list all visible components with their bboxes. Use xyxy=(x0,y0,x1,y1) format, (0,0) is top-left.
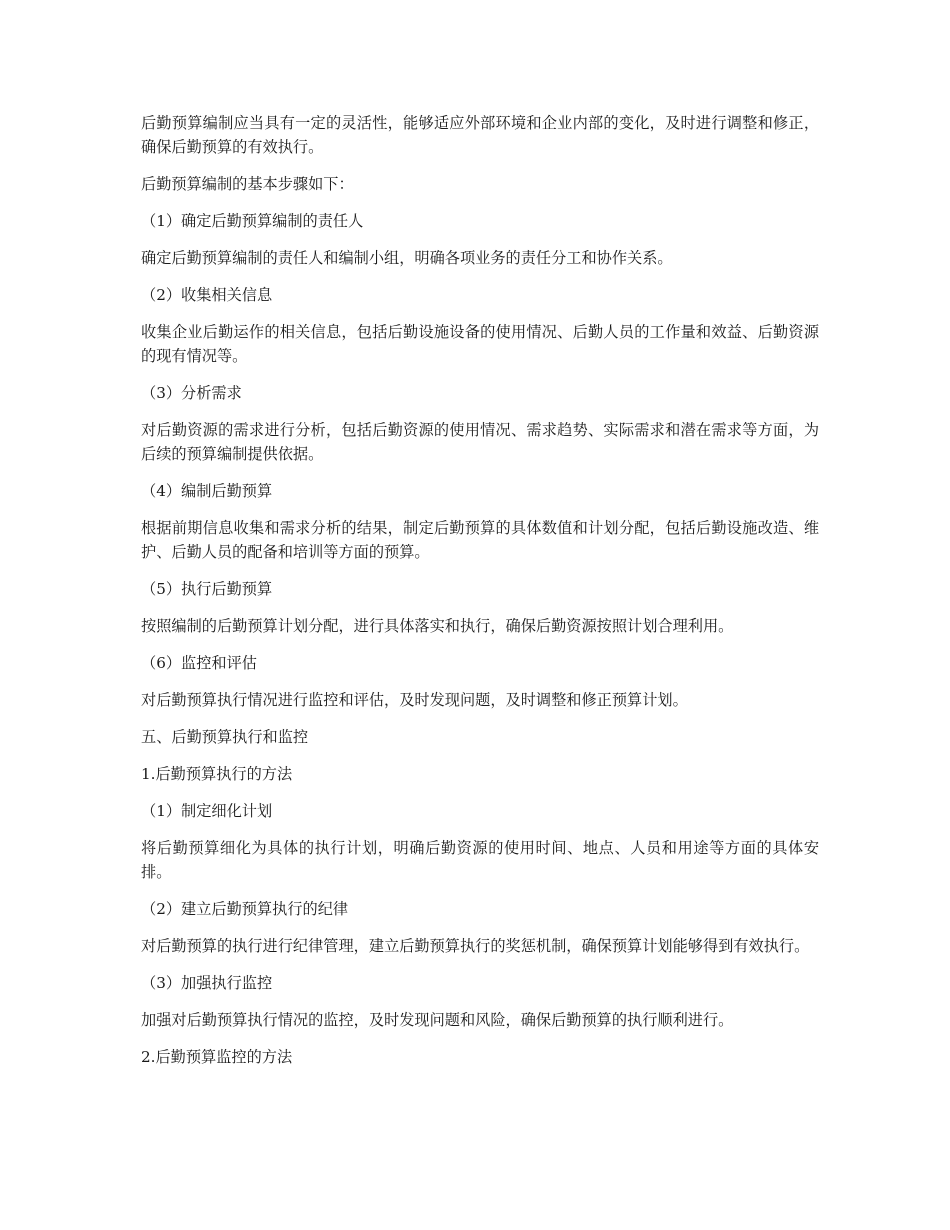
step-3-heading: （3）分析需求 xyxy=(141,384,242,402)
step-2-text: 收集企业后勤运作的相关信息，包括后勤设施设备的使用情况、后勤人员的工作量和效益、后勤资源的现有情况等。 xyxy=(141,323,819,365)
step-4-text: 根据前期信息收集和需求分析的结果，制定后勤预算的具体数值和计划分配，包括后勤设施改造、维护、后勤人员的配备和培训等方面的预算。 xyxy=(141,519,819,561)
step-5-text: 按照编制的后勤预算计划分配，进行具体落实和执行，确保后勤资源按照计划合理利用。 xyxy=(141,617,734,635)
method-3-text: 加强对后勤预算执行情况的监控，及时发现问题和风险，确保后勤预算的执行顺利进行。 xyxy=(141,1011,734,1029)
step-6-text: 对后勤预算执行情况进行监控和评估，及时发现问题，及时调整和修正预算计划。 xyxy=(141,691,688,709)
document-body xyxy=(141,111,819,1082)
method-1-text: 将后勤预算细化为具体的执行计划，明确后勤资源的使用时间、地点、人员和用途等方面的具体安排。 xyxy=(141,839,819,881)
paragraph-steps-intro: 后勤预算编制的基本步骤如下： xyxy=(141,175,354,193)
section-5-heading: 五、后勤预算执行和监控 xyxy=(141,728,309,746)
step-4-heading: （4）编制后勤预算 xyxy=(141,482,273,500)
method-2-heading: （2）建立后勤预算执行的纪律 xyxy=(141,900,349,918)
step-3-text: 对后勤资源的需求进行分析，包括后勤资源的使用情况、需求趋势、实际需求和潜在需求等方面，为后续的预算编制提供依据。 xyxy=(141,421,819,463)
subsection-1-heading: 1.后勤预算执行的方法 xyxy=(141,765,293,783)
method-3-heading: （3）加强执行监控 xyxy=(141,974,273,992)
step-2-heading: （2）收集相关信息 xyxy=(141,286,273,304)
step-1-heading: （1）确定后勤预算编制的责任人 xyxy=(141,212,364,230)
step-1-text: 确定后勤预算编制的责任人和编制小组，明确各项业务的责任分工和协作关系。 xyxy=(141,249,673,267)
paragraph-flexibility: 后勤预算编制应当具有一定的灵活性，能够适应外部环境和企业内部的变化，及时进行调整和修正，确保后勤预算的有效执行。 xyxy=(141,114,819,156)
step-6-heading: （6）监控和评估 xyxy=(141,654,257,672)
step-5-heading: （5）执行后勤预算 xyxy=(141,580,273,598)
method-1-heading: （1）制定细化计划 xyxy=(141,802,273,820)
subsection-2-heading: 2.后勤预算监控的方法 xyxy=(141,1048,293,1066)
method-2-text: 对后勤预算的执行进行纪律管理，建立后勤预算执行的奖惩机制，确保预算计划能够得到有效执行。 xyxy=(141,937,810,955)
